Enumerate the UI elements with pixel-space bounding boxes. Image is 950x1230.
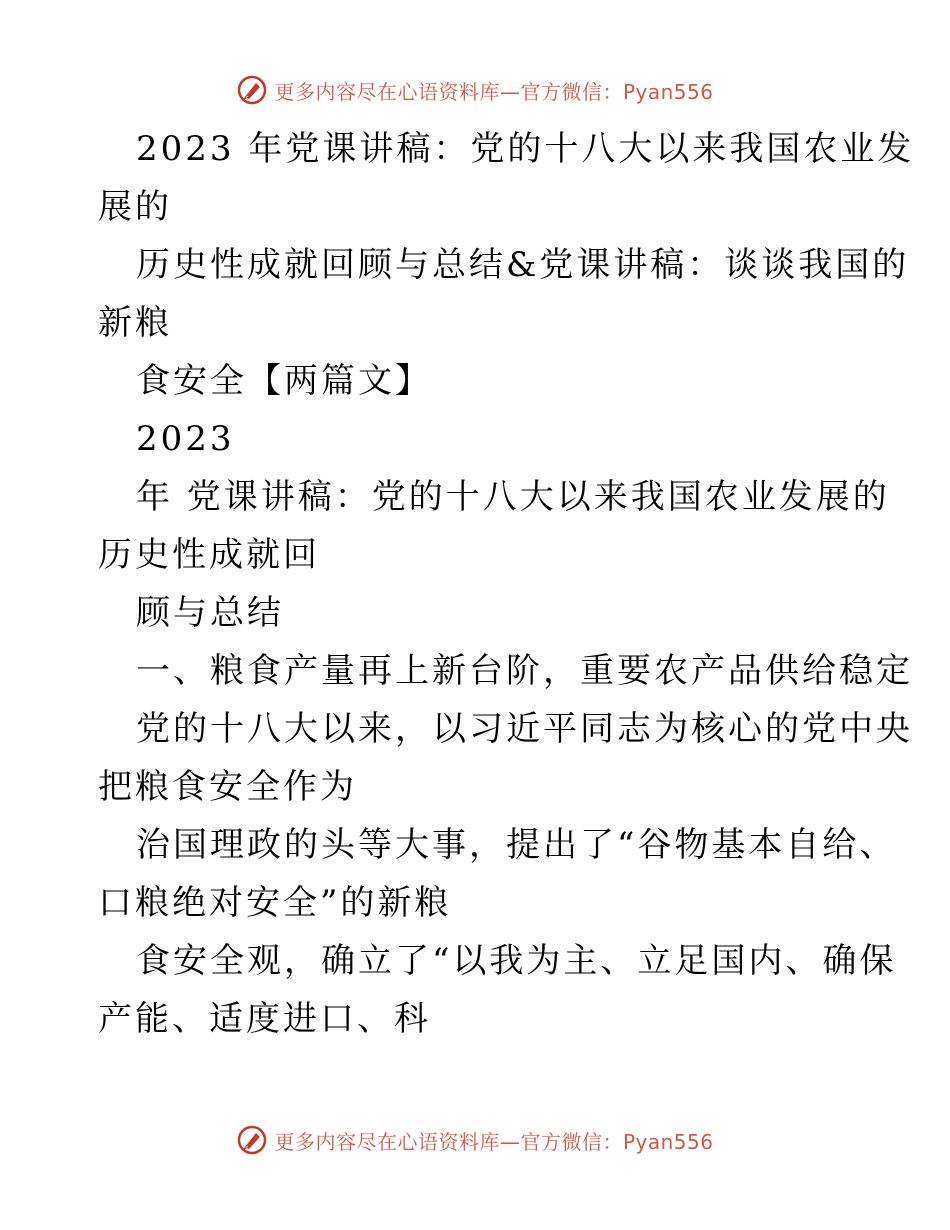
text-line: 一、粮食产量再上新台阶，重要农产品供给稳定 <box>136 651 913 691</box>
text-line: 食安全观，确立了“以我为主、立足国内、确保 <box>136 941 897 981</box>
text-line: 把粮食安全作为 <box>98 767 357 807</box>
text-line: 2023 <box>136 419 235 459</box>
text-line: 党的十八大以来，以习近平同志为核心的党中央 <box>136 709 913 749</box>
footer-watermark <box>0 1120 950 1160</box>
text-line: 2023 年党课讲稿：党的十八大以来我国农业发 <box>136 129 915 169</box>
text-line: 展的 <box>98 187 172 227</box>
text-line: 产能、适度进口、科 <box>98 999 431 1039</box>
pen-nib-logo-icon <box>236 74 268 106</box>
header-watermark <box>0 70 950 110</box>
text-line: 历史性成就回顾与总结&党课讲稿：谈谈我国的 <box>136 245 910 285</box>
text-line: 顾与总结 <box>136 593 284 633</box>
text-line: 年 党课讲稿：党的十八大以来我国农业发展的 <box>136 477 890 517</box>
header-watermark-text: 更多内容尽在心语资料库—官方微信：Pyan556 <box>274 79 714 104</box>
footer-watermark-text: 更多内容尽在心语资料库—官方微信：Pyan556 <box>274 1129 714 1154</box>
document-body <box>98 120 915 1048</box>
text-line: 新粮 <box>98 303 172 343</box>
text-line: 历史性成就回 <box>98 535 320 575</box>
pen-nib-logo-icon <box>236 1124 268 1156</box>
text-line: 口粮绝对安全”的新粮 <box>98 883 452 923</box>
text-line: 食安全【两篇文】 <box>136 361 432 401</box>
text-line: 治国理政的头等大事，提出了“谷物基本自给、 <box>136 825 897 865</box>
